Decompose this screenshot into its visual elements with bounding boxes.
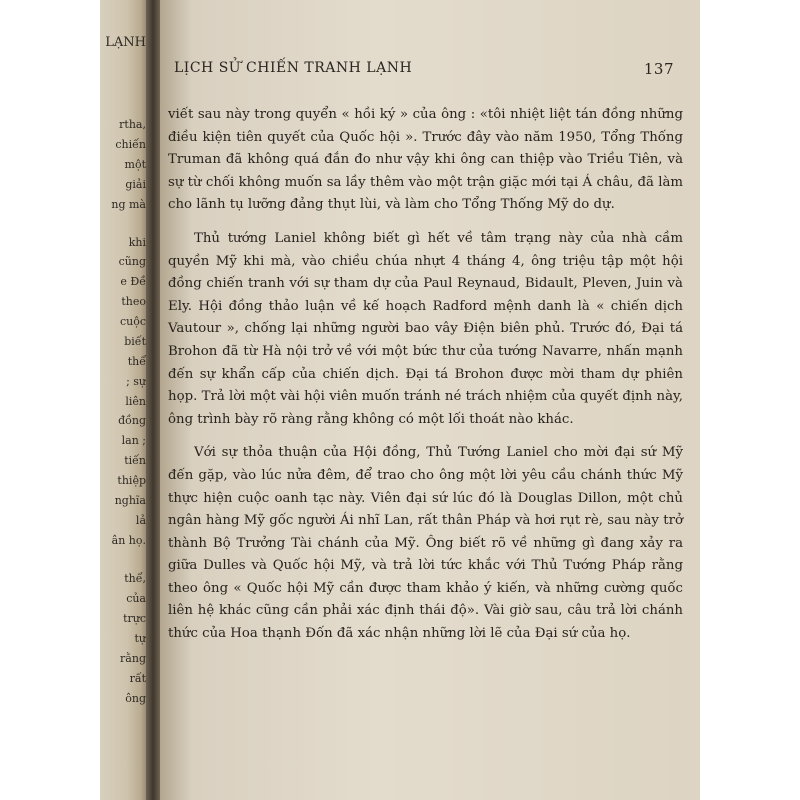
left-page-fragment: lan ; (121, 434, 146, 447)
left-page-fragment: một (124, 158, 146, 171)
left-page-fragment: rất (129, 672, 146, 685)
left-page-fragment: theo (121, 295, 146, 308)
left-page-fragment: ; sự (126, 375, 146, 388)
left-page-fragment: liên (125, 395, 146, 408)
left-page-fragment: biết (124, 335, 146, 348)
left-page (100, 0, 148, 800)
book-spread (100, 0, 700, 800)
running-head-title: LỊCH SỬ CHIẾN TRANH LẠNH (174, 60, 413, 76)
left-page-fragment: lả (135, 514, 146, 527)
left-page-fragment: thể (127, 355, 146, 368)
page-number: 137 (643, 60, 674, 78)
left-page-fragment: ng mà (111, 198, 146, 211)
left-page-fragment: trực (123, 612, 146, 625)
left-page-fragment: thiệp (117, 474, 146, 487)
left-page-fragment: của (126, 592, 146, 605)
left-page-fragment: cuộc (119, 315, 146, 328)
left-page-fragment: khi (128, 236, 146, 249)
left-page-fragment: LẠNH (105, 36, 146, 50)
left-page-fragment: rằng (120, 652, 146, 665)
left-page-fragment: chiến (115, 138, 146, 151)
body-text (168, 104, 683, 657)
left-page-fragment: rtha, (119, 118, 146, 131)
left-page-fragment: đồng (118, 414, 146, 427)
left-page-fragment: tự (134, 632, 146, 645)
paragraph: Thủ tướng Laniel không biết gì hết về tâm trạng này của nhà cầm quyền Mỹ khi mà, vào chiều chúa nhựt 4 tháng 4, ông triệu tập một hội đồng chiến tranh với sự tham dự của Paul Reynaud, Bidault, Pleven, Juin và Ely. Hội đồng thảo luận về kế hoạch Radford mệnh danh là « chiến dịch Vautour », chống lại những người bao vây Điện biên phủ. Trước đó, Đại tá Brohon đã từ Hà nội trở về với một bức thư của tướng Navarre, nhấn mạnh đến sự khẩn cấp của chiến dịch. Đại tá Brohon được mời tham dự phiên họp. Trả lời một vài hội viên muốn tránh né trách nhiệm của quyết định này, ông trình bày rõ ràng rằng không có một lối thoát nào khác. (168, 230, 683, 427)
paragraph: viết sau này trong quyển « hồi ký » của ông : «tôi nhiệt liệt tán đồng những điều kiện tiên quyết của Quốc hội ». Trước đây vào năm 1950, Tổng Thống Truman đã không quá đắn đo như vậy khi ông can thiệp vào Triều Tiên, và sự từ chối không muốn sa lầy thêm vào một trận giặc mới tại Á châu, đã làm cho lãnh tụ lưỡng đảng thụt lùi, và làm cho Tổng Thống Mỹ do dự. (168, 107, 683, 213)
left-page-fragment: thể, (124, 572, 146, 585)
running-head (174, 60, 674, 76)
left-page-fragment: ân họ. (111, 534, 146, 547)
left-page-fragment: e Đề (120, 275, 146, 288)
left-page-fragment: ông (125, 692, 146, 705)
left-page-fragment: nghĩa (114, 494, 146, 507)
right-page (160, 0, 700, 800)
left-page-fragment: giải (125, 178, 146, 191)
left-page-fragment: tiến (124, 454, 146, 467)
paragraph: Với sự thỏa thuận của Hội đồng, Thủ Tướng Laniel cho mời đại sứ Mỹ đến gặp, vào lúc nửa đêm, để trao cho ông một lời yêu cầu chánh thức Mỹ thực hiện cuộc oanh tạc này. Viên đại sứ lúc đó là Douglas Dillon, một chủ ngân hàng Mỹ gốc người Ái nhĩ Lan, rất thân Pháp và hơi rụt rè, sau này trở thành Bộ Trưởng Tài chánh của Mỹ. Ông biết rõ về những gì đang xảy ra giữa Dulles và Quốc hội Mỹ, và trả lời tức khắc với Thủ Tướng Pháp rằng theo ông « Quốc hội Mỹ cần được tham khảo ý kiến, và những cường quốc liên hệ khác cũng cần phải xác định thái độ». Vài giờ sau, câu trả lời chánh thức của Hoa thạnh Đốn đã xác nhận những lời lẽ của Đại sứ của họ. (168, 445, 683, 642)
left-page-fragment: cũng (118, 255, 146, 268)
